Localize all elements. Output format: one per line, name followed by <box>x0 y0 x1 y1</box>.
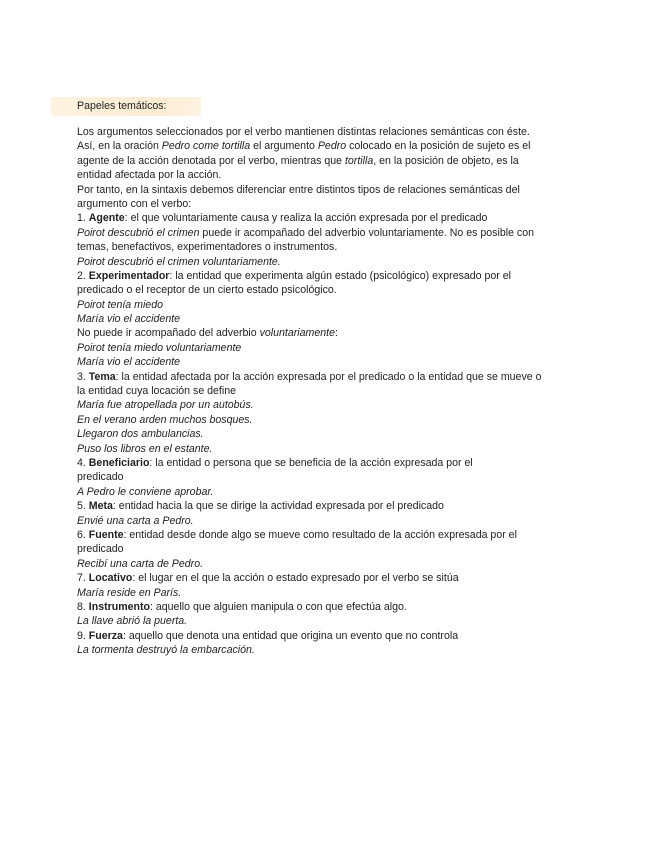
role-definition: : aquello que alguien manipula o con que efectúa algo. <box>150 600 407 613</box>
intro-text: el argumento <box>250 140 318 153</box>
intro-line <box>77 183 577 197</box>
role-number: 8. <box>77 600 89 613</box>
role-definition-continued: predicado o el receptor de un cierto estado psicológico. <box>77 284 337 297</box>
intro-line <box>77 139 577 153</box>
role-number: 3. <box>77 370 89 383</box>
example-sentence: María vio el accidente <box>77 313 181 326</box>
example-sentence: En el verano arden muchos bosques. <box>77 413 253 426</box>
intro-line <box>77 154 577 168</box>
role-name: Beneficiario <box>88 456 150 469</box>
role-agente-note <box>77 240 577 254</box>
role-name: Fuente <box>88 528 124 541</box>
example-sentence: Llegaron dos ambulancias. <box>77 428 204 441</box>
role-definition: : aquello que denota una entidad que origina un evento que no controla <box>122 629 459 642</box>
intro-line <box>77 168 577 182</box>
note-text: temas, benefactivos, experimentadores o instrumentos. <box>77 241 338 254</box>
role-definition: : entidad desde donde algo se mueve como resultado de la acción expresada por el <box>123 528 517 541</box>
role-fuente-definition <box>77 528 577 542</box>
example-sentence: Recibí una carta de Pedro. <box>77 557 204 570</box>
role-definition: : el que voluntariamente causa y realiza la acción expresada por el predicado <box>124 212 488 225</box>
intro-line <box>77 197 577 211</box>
example-sentence: A Pedro le conviene aprobar. <box>77 485 214 498</box>
example-word: voluntariamente <box>259 327 335 340</box>
role-definition: : la entidad que experimenta algún estado (psicológico) expresado por el <box>169 269 512 282</box>
role-name: Fuerza <box>88 629 123 642</box>
example-sentence: Poirot tenía miedo voluntariamente <box>77 341 242 354</box>
example-word: Pedro <box>317 140 347 153</box>
role-meta-definition <box>77 499 577 513</box>
example-sentence: María fue atropellada por un autobús. <box>77 399 254 412</box>
example-sentence: Poirot descubrió el crimen voluntariamente. <box>77 255 281 268</box>
role-definition-continued: predicado <box>77 471 124 484</box>
example-sentence: Puso los libros en el estante. <box>77 442 213 455</box>
example-phrase: Pedro come tortilla <box>161 140 251 153</box>
intro-text: argumento con el verbo: <box>77 197 192 210</box>
role-definition: : el lugar en el que la acción o estado expresado por el verbo se sitúa <box>132 572 459 585</box>
role-number: 4. <box>77 456 89 469</box>
example-sentence: María vio el accidente <box>77 356 181 369</box>
intro-line <box>77 125 577 139</box>
example-sentence: La llave abrió la puerta. <box>77 615 188 628</box>
note-text: puede ir acompañado del adverbio voluntariamente. No es posible con <box>199 226 534 239</box>
role-fuerza-definition <box>77 629 577 643</box>
role-locativo-definition <box>77 571 577 585</box>
role-name: Instrumento <box>88 600 150 613</box>
note-text: : <box>334 327 338 340</box>
role-name: Locativo <box>88 572 133 585</box>
role-name: Meta <box>88 500 113 513</box>
role-definition: : entidad hacia la que se dirige la actividad expresada por el predicado <box>112 500 444 513</box>
example-sentence: Poirot tenía miedo <box>77 298 163 311</box>
role-definition: : la entidad o persona que se beneficia de la acción expresada por el <box>149 456 473 469</box>
role-name: Tema <box>88 370 116 383</box>
intro-text: entidad afectada por la acción. <box>77 169 222 182</box>
example-sentence: Poirot descubrió el crimen <box>77 226 200 239</box>
role-number: 6. <box>77 528 89 541</box>
role-beneficiario-definition <box>77 456 577 470</box>
role-instrumento-definition <box>77 600 577 614</box>
role-number: 7. <box>77 572 89 585</box>
role-experimentador-definition <box>77 269 577 283</box>
intro-text: agente de la acción denotada por el verbo, mientras que <box>77 154 345 167</box>
intro-text: Así, en la oración <box>77 140 162 153</box>
role-number: 2. <box>77 269 89 282</box>
note-text: No puede ir acompañado del adverbio <box>77 327 260 340</box>
section-heading: Papeles temáticos: <box>51 97 201 116</box>
intro-text: Por tanto, en la sintaxis debemos diferenciar entre distintos tipos de relaciones semánticas del <box>77 183 520 196</box>
role-agente-definition <box>77 211 577 225</box>
example-sentence: Envié una carta a Pedro. <box>77 514 194 527</box>
example-word: tortilla <box>344 154 374 167</box>
role-tema-definition <box>77 370 577 384</box>
intro-text: Los argumentos seleccionados por el verbo mantienen distintas relaciones semánticas con éste. <box>77 126 530 138</box>
role-agente-note <box>77 226 577 240</box>
role-number: 1. <box>77 212 89 225</box>
intro-text: colocado en la posición de sujeto es el <box>346 140 531 153</box>
role-experimentador-note <box>77 326 577 340</box>
role-name: Agente <box>88 212 125 225</box>
role-definition-continued: la entidad cuya locación se define <box>77 385 237 398</box>
document-body <box>77 125 577 657</box>
role-definition-continued: predicado <box>77 543 124 556</box>
example-sentence: María reside en París. <box>77 586 182 599</box>
role-definition: : la entidad afectada por la acción expresada por el predicado o la entidad que se mueve o <box>115 370 542 383</box>
role-number: 5. <box>77 500 89 513</box>
example-sentence: La tormenta destruyó la embarcación. <box>77 644 255 657</box>
intro-text: , en la posición de objeto, es la <box>373 154 519 167</box>
role-number: 9. <box>77 629 89 642</box>
role-name: Experimentador <box>88 269 170 282</box>
